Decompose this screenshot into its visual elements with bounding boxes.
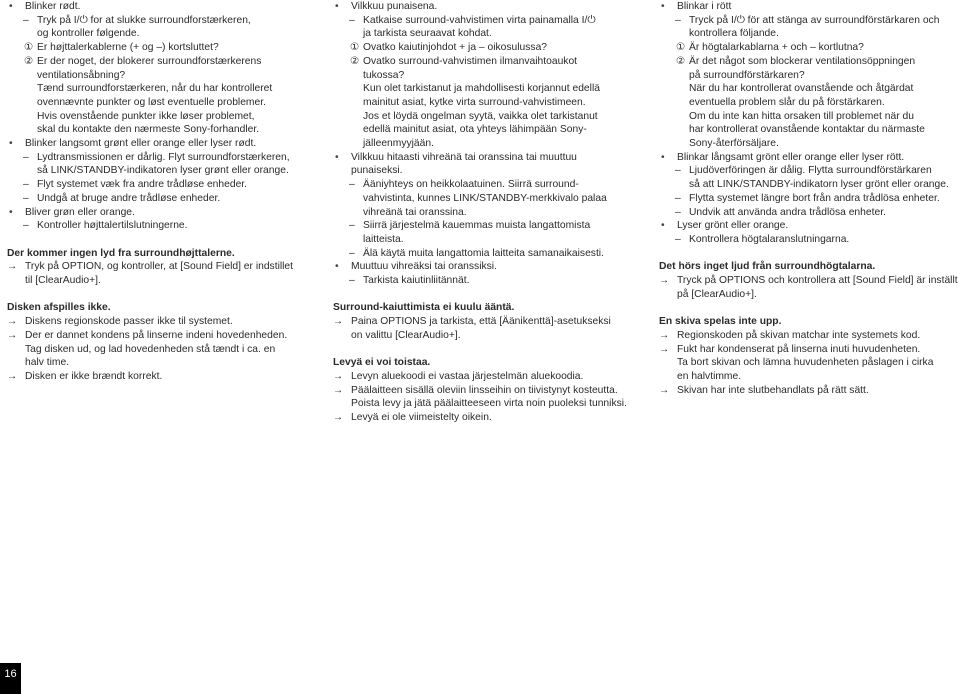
continuation-line xyxy=(333,137,633,151)
dash-item xyxy=(659,192,959,206)
line-text: När du har kontrollerat ovanstående och åtgärdat xyxy=(689,83,914,95)
dash-item xyxy=(659,14,959,28)
dash-item xyxy=(7,192,307,206)
line-text: Disken afspilles ikke. xyxy=(7,302,111,314)
numbered-item xyxy=(333,41,633,55)
dash-item xyxy=(7,219,307,233)
spacer xyxy=(659,301,959,315)
column-swedish xyxy=(659,0,959,397)
arrow-item xyxy=(659,274,959,288)
continuation-line xyxy=(7,164,307,178)
spacer xyxy=(7,288,307,302)
line-text: Bliver grøn eller orange. xyxy=(25,206,135,218)
arrow-continuation xyxy=(659,370,959,384)
line-text: Det hörs inget ljud från surroundhögtalarna. xyxy=(659,261,876,273)
continuation-line xyxy=(333,206,633,220)
arrow-item xyxy=(659,329,959,343)
continuation-line xyxy=(7,69,307,83)
line-text: Päälaitteen sisällä oleviin linsseihin on tiivistynyt kosteutta. xyxy=(351,384,618,396)
line-text: Levyn aluekoodi ei vastaa järjestelmän aluekoodia. xyxy=(351,370,584,382)
line-text: Ovatko surround-vahvistimen ilmanvaihtoaukot xyxy=(363,55,578,67)
line-text: Undgå at bruge andre trådløse enheder. xyxy=(37,192,221,204)
arrow-item xyxy=(7,260,307,274)
line-text: ventilationsåbning? xyxy=(37,69,126,81)
line-text: så att LINK/STANDBY-indikatorn lyser grönt eller orange. xyxy=(689,179,949,191)
line-text: Ta bort skivan och lämna huvudenheten påslagen i cirka xyxy=(677,357,934,369)
bullet-item xyxy=(7,137,307,151)
arrow-continuation xyxy=(7,274,307,288)
line-text: Undvik att använda andra trådlösa enheter. xyxy=(689,206,886,218)
section-heading xyxy=(659,315,959,329)
line-text: ja tarkista seuraavat kohdat. xyxy=(363,28,492,40)
line-text: Tryck på OPTIONS och kontrollera att [Sound Field] är inställt xyxy=(677,275,958,287)
dash-item xyxy=(7,14,307,28)
line-text: Jos et löydä ongelman syytä, vaikka olet tarkistanut xyxy=(363,110,598,122)
number-marker: ① xyxy=(350,42,360,54)
continuation-line xyxy=(7,110,307,124)
line-text: Vilkkuu punaisena. xyxy=(351,1,438,12)
dash-item xyxy=(333,178,633,192)
line-text: Tryck på I/⏻ för att stänga av surroundförstärkaren och xyxy=(689,14,940,26)
bullet-item xyxy=(333,0,633,14)
line-text: på surroundförstärkaren? xyxy=(689,69,805,81)
bullet-item xyxy=(659,0,959,14)
arrow-continuation xyxy=(659,356,959,370)
line-text: punaiseksi. xyxy=(351,165,403,177)
bullet-item xyxy=(7,0,307,14)
arrow-continuation xyxy=(7,343,307,357)
line-text: Kontroller højttalertilslutningerne. xyxy=(37,220,188,232)
line-text: Tag disken ud, og lad hovedenheden stå tændt i ca. en xyxy=(25,343,276,355)
line-text: Levyä ei ole viimeistelty oikein. xyxy=(351,412,492,424)
line-text: Tarkista kaiutinliitännät. xyxy=(363,275,470,287)
line-text: on valittu [ClearAudio+]. xyxy=(351,329,461,341)
line-text: En skiva spelas inte upp. xyxy=(659,316,782,328)
line-text: Blinker langsomt grønt eller orange eller lyser rødt. xyxy=(25,138,257,150)
line-text: Kun olet tarkistanut ja mahdollisesti korjannut edellä xyxy=(363,83,600,95)
line-text: Hvis ovenstående punkter ikke løser problemet, xyxy=(37,110,255,122)
continuation-line xyxy=(659,27,959,41)
line-text: Er der noget, der blokerer surroundforstærkerens xyxy=(37,55,262,67)
line-text: Ääniyhteys on heikkolaatuinen. Siirrä surround- xyxy=(363,179,579,191)
line-text: Ljudöverföringen är dålig. Flytta surroundförstärkaren xyxy=(689,165,932,177)
line-text: Lyser grönt eller orange. xyxy=(677,220,789,232)
arrow-item xyxy=(333,370,633,384)
numbered-item xyxy=(7,55,307,69)
line-text: halv time. xyxy=(25,357,70,369)
arrow-item xyxy=(333,411,633,425)
spacer xyxy=(7,233,307,247)
dash-item xyxy=(333,14,633,28)
line-text: en halvtimme. xyxy=(677,370,742,382)
dash-item xyxy=(333,219,633,233)
line-text: Om du inte kan hitta orsaken till problemet när du xyxy=(689,110,914,122)
bullet-item xyxy=(7,206,307,220)
line-text: Kontrollera högtalaranslutningarna. xyxy=(689,233,850,245)
line-text: på [ClearAudio+]. xyxy=(677,288,757,300)
numbered-item xyxy=(659,55,959,69)
line-text: Blinkar i rött xyxy=(677,1,732,12)
line-text: laitteista. xyxy=(363,233,404,245)
continuation-line xyxy=(333,82,633,96)
line-text: Blinkar långsamt grönt eller orange eller lyser rött. xyxy=(677,151,905,163)
dash-item xyxy=(7,178,307,192)
line-text: Diskens regionskode passer ikke til systemet. xyxy=(25,316,233,328)
arrow-item xyxy=(333,384,633,398)
line-text: Siirrä järjestelmä kauemmas muista langattomista xyxy=(363,220,591,232)
numbered-item xyxy=(7,41,307,55)
continuation-line xyxy=(333,27,633,41)
arrow-item xyxy=(659,343,959,357)
dash-item xyxy=(659,206,959,220)
line-text: har kontrollerat ovanstående kontaktar du närmaste xyxy=(689,124,925,136)
line-text: kontrollera följande. xyxy=(689,28,779,40)
line-text: Älä käytä muita langattomia laitteita samanaikaisesti. xyxy=(363,247,604,259)
section-heading xyxy=(333,301,633,315)
continuation-line xyxy=(659,82,959,96)
arrow-item xyxy=(7,329,307,343)
continuation-line xyxy=(333,96,633,110)
line-text: jälleenmyyjään. xyxy=(363,138,434,150)
dash-item xyxy=(659,233,959,247)
continuation-line xyxy=(659,178,959,192)
continuation-line xyxy=(333,110,633,124)
arrow-item xyxy=(7,315,307,329)
line-text: mainitut asiat, kytke virta surround-vahvistimeen. xyxy=(363,96,586,108)
number-marker: ② xyxy=(350,55,360,67)
line-text: Der kommer ingen lyd fra surroundhøjttalerne. xyxy=(7,247,235,259)
line-text: Disken er ikke brændt korrekt. xyxy=(25,370,163,382)
line-text: Är högtalarkablarna + och – kortlutna? xyxy=(689,42,864,54)
continuation-line xyxy=(659,96,959,110)
continuation-line xyxy=(659,123,959,137)
spacer xyxy=(659,247,959,261)
line-text: Levyä ei voi toistaa. xyxy=(333,357,431,369)
continuation-line xyxy=(7,82,307,96)
continuation-line xyxy=(333,164,633,178)
spacer xyxy=(333,288,633,302)
line-text: og kontroller følgende. xyxy=(37,28,140,40)
line-text: Ovatko kaiutinjohdot + ja – oikosulussa? xyxy=(363,42,548,54)
dash-item xyxy=(7,151,307,165)
numbered-item xyxy=(659,41,959,55)
number-marker: ① xyxy=(676,42,686,54)
line-text: så LINK/STANDBY-indikatoren lyser grønt eller orange. xyxy=(37,165,289,177)
bullet-item xyxy=(659,219,959,233)
section-heading xyxy=(333,356,633,370)
arrow-item xyxy=(7,370,307,384)
line-text: vahvistinta, kunnes LINK/STANDBY-merkkivalo palaa xyxy=(363,192,607,204)
line-text: Poista levy ja jätä päälaitteeseen virta noin puoleksi tunniksi. xyxy=(351,398,627,410)
line-text: Blinker rødt. xyxy=(25,1,81,12)
line-text: skal du kontakte den nærmeste Sony-forhandler. xyxy=(37,124,260,136)
line-text: Er højttalerkablerne (+ og –) kortsluttet? xyxy=(37,42,219,54)
line-text: Är det något som blockerar ventilationsöppningen xyxy=(689,55,916,67)
line-text: Fukt har kondenserat på linserna inuti huvudenheten. xyxy=(677,343,921,355)
line-text: Lydtransmissionen er dårlig. Flyt surroundforstærkeren, xyxy=(37,151,290,163)
line-text: Vilkkuu hitaasti vihreänä tai oranssina tai muuttuu xyxy=(351,151,577,163)
continuation-line xyxy=(659,69,959,83)
line-text: eventuella problem slår du på förstärkaren. xyxy=(689,96,885,108)
bullet-item xyxy=(333,151,633,165)
column-finnish xyxy=(333,0,633,425)
line-text: Paina OPTIONS ja tarkista, että [Äänikenttä]-asetukseksi xyxy=(351,316,611,328)
continuation-line xyxy=(7,96,307,110)
arrow-continuation xyxy=(7,356,307,370)
line-text: Muuttuu vihreäksi tai oranssiksi. xyxy=(351,261,497,273)
numbered-item xyxy=(333,55,633,69)
section-heading xyxy=(7,301,307,315)
number-marker: ② xyxy=(24,55,34,67)
line-text: Regionskoden på skivan matchar inte systemets kod. xyxy=(677,329,921,341)
line-text: vihreänä tai oranssina. xyxy=(363,206,467,218)
dash-item xyxy=(659,164,959,178)
line-text: Flytta systemet längre bort från andra trådlösa enheter. xyxy=(689,192,940,204)
line-text: tukossa? xyxy=(363,69,405,81)
line-text: Katkaise surround-vahvistimen virta painamalla I/⏻ xyxy=(363,14,596,26)
continuation-line xyxy=(333,192,633,206)
dash-item xyxy=(333,247,633,261)
arrow-item xyxy=(333,315,633,329)
line-text: Tryk på I/⏻ for at slukke surroundforstærkeren, xyxy=(37,14,251,26)
bullet-item xyxy=(659,151,959,165)
line-text: Der er dannet kondens på linserne indeni hovedenheden. xyxy=(25,329,288,341)
continuation-line xyxy=(659,110,959,124)
line-text: edellä mainitut asiat, ota yhteys lähimpään Sony- xyxy=(363,124,587,136)
line-text: Surround-kaiuttimista ei kuulu ääntä. xyxy=(333,302,515,314)
continuation-line xyxy=(7,27,307,41)
number-marker: ② xyxy=(676,55,686,67)
arrow-continuation xyxy=(659,288,959,302)
number-marker: ① xyxy=(24,42,34,54)
line-text: Skivan har inte slutbehandlats på rätt sätt. xyxy=(677,384,869,396)
line-text: Tænd surroundforstærkeren, når du har kontrolleret xyxy=(37,83,273,95)
arrow-continuation xyxy=(333,329,633,343)
line-text: Sony-återförsäljare. xyxy=(689,138,779,150)
section-heading xyxy=(659,260,959,274)
continuation-line xyxy=(659,137,959,151)
continuation-line xyxy=(7,123,307,137)
arrow-item xyxy=(659,384,959,398)
line-text: ovennævnte punkter og løst eventuelle problemer. xyxy=(37,96,266,108)
continuation-line xyxy=(333,123,633,137)
spacer xyxy=(333,343,633,357)
line-text: Flyt systemet væk fra andre trådløse enheder. xyxy=(37,179,248,191)
bullet-item xyxy=(333,260,633,274)
section-heading xyxy=(7,247,307,261)
arrow-continuation xyxy=(333,397,633,411)
continuation-line xyxy=(333,69,633,83)
dash-item xyxy=(333,274,633,288)
line-text: til [ClearAudio+]. xyxy=(25,275,101,287)
continuation-line xyxy=(333,233,633,247)
column-danish xyxy=(7,0,307,384)
page-number: 16 xyxy=(0,663,21,694)
line-text: Tryk på OPTION, og kontroller, at [Sound Field] er indstillet xyxy=(25,261,294,273)
